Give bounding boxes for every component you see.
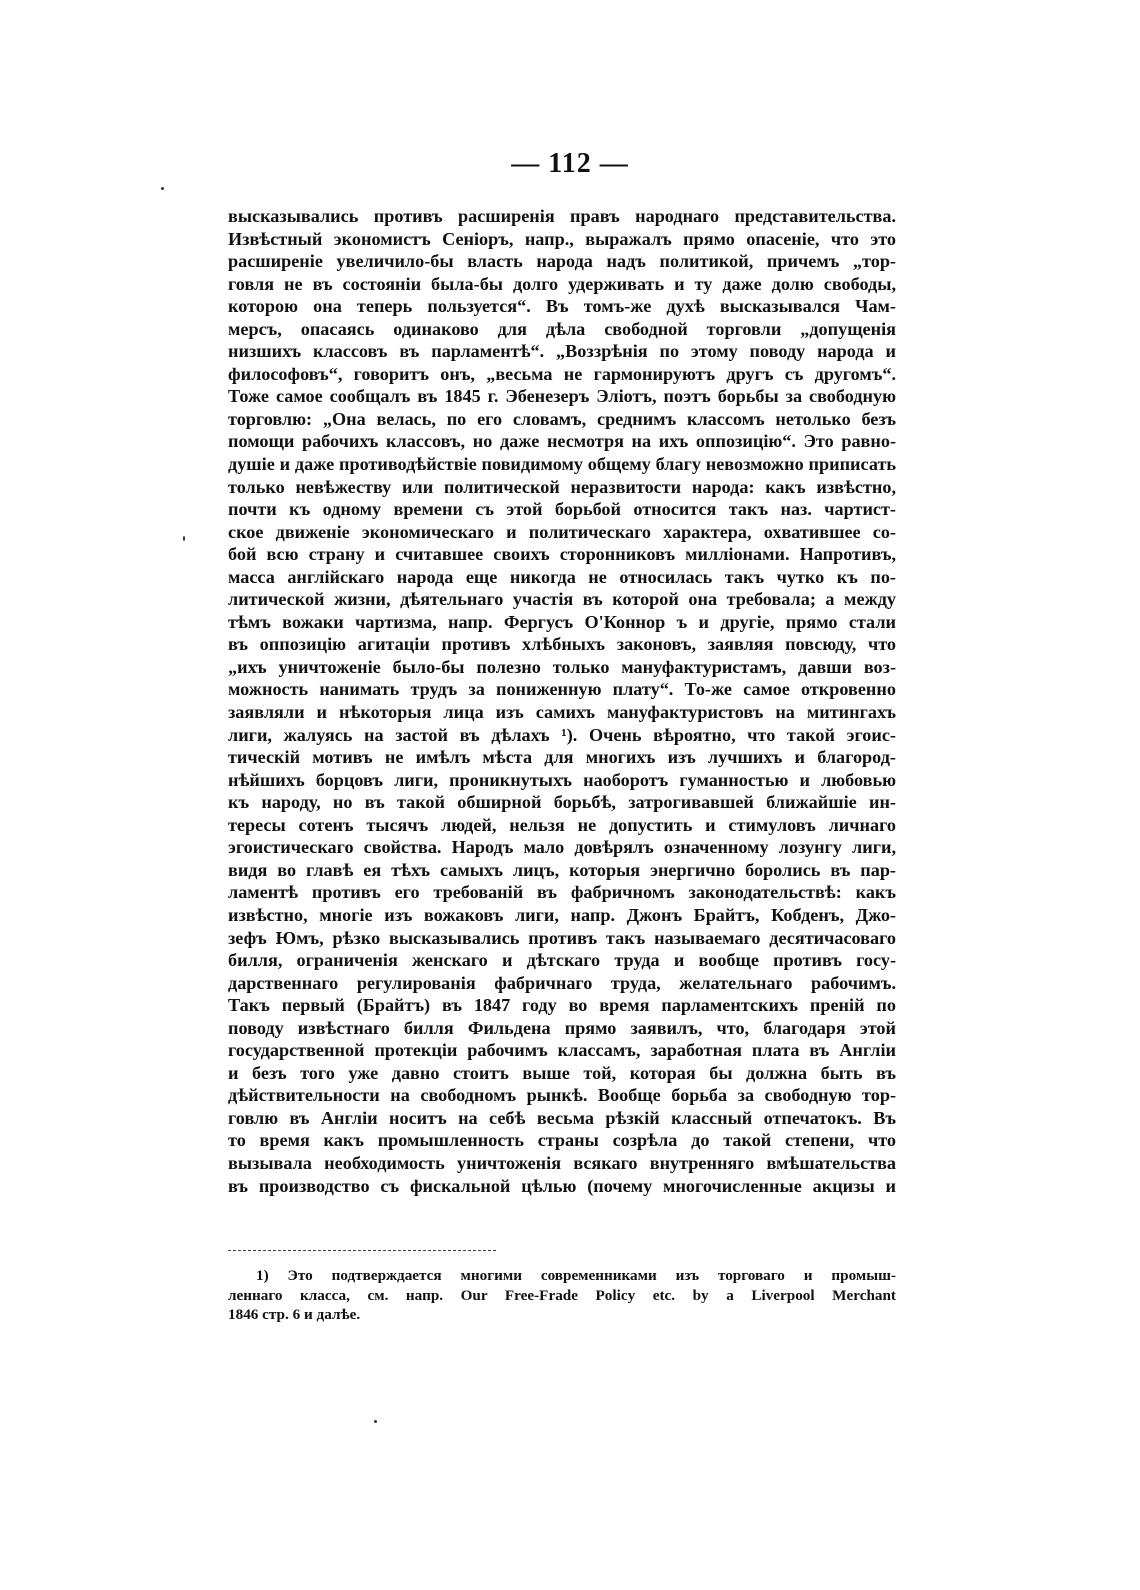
text-line: то время какъ промышленность страны созрѣла до такой степени, что [228,1130,896,1151]
text-line: тическій мотивъ не имѣлъ мѣста для многихъ изъ лучшихъ и благород- [228,747,896,768]
text-line: билля, ограниченія женскаго и дѣтскаго труда и вообще противъ госу- [228,950,896,971]
text-line: лиги, жалуясь на застой въ дѣлахъ ¹). Очень вѣроятно, что такой эгоис- [228,724,896,745]
text-line: въ оппозицію агитаціи противъ хлѣбныхъ законовъ, заявляя повсюду, что [228,634,896,655]
page-number: — 112 — [511,148,629,179]
text-line: и безъ того уже давно стоитъ выше той, которая бы должна быть въ [228,1062,896,1083]
footnote-line: 1846 стр. 6 и далѣе. [228,1306,361,1323]
text-line: масса англійскаго народа еще никогда не относилась такъ чутко къ по- [228,566,896,587]
text-line: къ народу, но въ такой обширной борьбѣ, затрогивавшей ближайшіе ин- [228,792,896,813]
text-line: только невѣжеству или политической неразвитости народа: какъ извѣстно, [228,476,896,497]
text-line: дарственнаго регулированія фабричнаго труда, желательнаго рабочимъ. [228,972,896,993]
text-line: говлю въ Англіи носитъ на себѣ весьма рѣзкій классный отпечатокъ. Въ [228,1107,896,1128]
footnote-line: леннаго класса, см. напр. Our Free-Frade Policy etc. by a Liverpool Merchant [228,1286,896,1304]
text-line: заявляли и нѣкоторыя лица изъ самихъ мануфактуристовъ на митингахъ [228,702,896,723]
text-line: „ихъ уничтоженіе было-бы полезно только мануфактуристамъ, давши воз- [228,656,896,677]
ink-speck [183,536,185,541]
text-line: расширеніе увеличило-бы власть народа надъ политикой, причемъ „тор- [228,251,896,272]
text-line: Такъ первый (Брайтъ) въ 1847 году во время парламентскихъ преній по [228,995,896,1016]
text-line: Извѣстный экономистъ Сеніоръ, напр., выражалъ прямо опасеніе, что это [228,228,896,249]
text-line: эгоистическаго свойства. Народъ мало довѣрялъ означенному лозунгу лиги, [228,837,896,858]
text-line: мерсъ, опасаясь одинаково для дѣла свободной торговли „допущенія [228,318,896,339]
text-line: дѣйствительности на свободномъ рынкѣ. Вообще борьба за свободную тор- [228,1085,896,1106]
text-line: которою она теперь пользуется“. Въ томъ-же духѣ высказывался Чам- [228,296,896,317]
footnote-divider [228,1250,496,1251]
ink-speck [374,1420,377,1423]
text-line: вызывала необходимость уничтоженія всякаго внутренняго вмѣшательства [228,1152,896,1173]
text-line: бой всю страну и считавшее своихъ сторонниковъ милліонами. Напротивъ, [228,544,896,565]
text-line: ское движеніе экономическаго и политическаго характера, охватившее со- [228,521,896,542]
text-line: нѣйшихъ борцовъ лиги, проникнутыхъ наоборотъ гуманностью и любовью [228,769,896,790]
text-line: государственной протекціи рабочимъ классамъ, заработная плата въ Англіи [228,1040,896,1061]
text-line: почти къ одному времени съ этой борьбой относится такъ наз. чартист- [228,499,896,520]
text-line: помощи рабочихъ классовъ, но даже несмотря на ихъ оппозицію“. Это равно- [228,431,896,452]
text-line: тѣмъ вожаки чартизма, напр. Фергусъ О'Коннор ъ и другіе, прямо стали [228,611,896,632]
text-line: можность нанимать трудъ за пониженную плату“. То-же самое откровенно [228,679,896,700]
text-line: ламентѣ противъ его требованій въ фабричномъ законодательствѣ: какъ [228,882,896,903]
text-line: въ производство съ фискальной цѣлью (почему многочисленные акцизы и [228,1175,896,1196]
text-line: Тоже самое сообщалъ въ 1845 г. Эбенезеръ Эліотъ, поэтъ борьбы за свободную [228,386,896,407]
text-line: зефъ Юмъ, рѣзко высказывались противъ такъ называемаго десятичасоваго [228,927,896,948]
text-line: видя во главѣ ея тѣхъ самыхъ лицъ, которыя энергично боролись въ пар- [228,859,896,880]
text-line: торговлю: „Она велась, по его словамъ, среднимъ классомъ нетолько безъ [228,408,896,429]
text-line: поводу извѣстнаго билля Фильдена прямо заявилъ, что, благодаря этой [228,1017,896,1038]
text-line: тересы сотенъ тысячъ людей, нельзя не допустить и стимуловъ личнаго [228,814,896,835]
text-line: литической жизни, дѣятельнаго участія въ которой она требовала; а между [228,589,896,610]
text-line: низшихъ классовъ въ парламентѣ“. „Воззрѣнія по этому поводу народа и [228,341,896,362]
text-line: философовъ“, говоритъ онъ, „весьма не гармонируютъ другъ съ другомъ“. [228,363,896,384]
text-line: душіе и даже противодѣйствіе повидимому общему благу невозможно приписать [228,454,896,475]
body-text [228,205,896,1197]
footnote [228,1266,896,1325]
footnote-line: 1) Это подтверждается многими современниками изъ торговаго и промыш- [256,1267,896,1284]
text-line: высказывались противъ расширенія правъ народнаго представительства. [228,206,896,226]
text-line: извѣстно, многіе изъ вожаковъ лиги, напр. Джонъ Брайтъ, Кобденъ, Джо- [228,904,896,925]
ink-speck [161,187,164,190]
text-line: говля не въ состояніи была-бы долго удерживать и ту даже долю свободы, [228,273,896,294]
